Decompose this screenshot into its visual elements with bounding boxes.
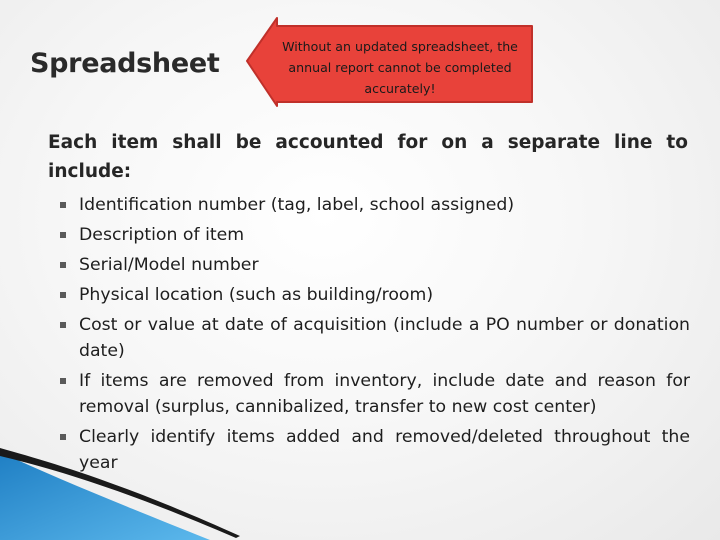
list-item-text: Physical location (such as building/room) bbox=[79, 285, 434, 305]
decorative-swoosh bbox=[0, 440, 720, 540]
square-bullet-icon bbox=[60, 292, 66, 298]
list-item bbox=[50, 252, 690, 278]
square-bullet-icon bbox=[60, 378, 66, 384]
square-bullet-icon bbox=[60, 322, 66, 328]
list-item-text: Clearly identify items added and removed/deleted throughout the year bbox=[79, 427, 690, 473]
callout-text: Without an updated spreadsheet, the annual report cannot be completed accurately! bbox=[282, 39, 518, 96]
intro-text: Each item shall be accounted for on a separate line to include: bbox=[48, 132, 688, 182]
list-item bbox=[50, 282, 690, 308]
list-item-text: Serial/Model number bbox=[79, 255, 259, 275]
list-item-text: Cost or value at date of acquisition (include a PO number or donation date) bbox=[79, 315, 690, 361]
bullet-list bbox=[50, 192, 690, 480]
swoosh-blue-band bbox=[0, 452, 210, 540]
slide-title: Spreadsheet bbox=[30, 48, 220, 79]
list-item-text: Description of item bbox=[79, 225, 245, 245]
list-item bbox=[50, 312, 690, 364]
square-bullet-icon bbox=[60, 202, 66, 208]
list-item-text: Identification number (tag, label, school assigned) bbox=[79, 195, 515, 215]
list-item-text: If items are removed from inventory, include date and reason for removal (surplus, cannibalized, transfer to new cost center) bbox=[79, 371, 690, 417]
list-item bbox=[50, 368, 690, 420]
list-item bbox=[50, 222, 690, 248]
list-item bbox=[50, 192, 690, 218]
square-bullet-icon bbox=[60, 232, 66, 238]
callout-arrow bbox=[245, 14, 535, 108]
square-bullet-icon bbox=[60, 262, 66, 268]
